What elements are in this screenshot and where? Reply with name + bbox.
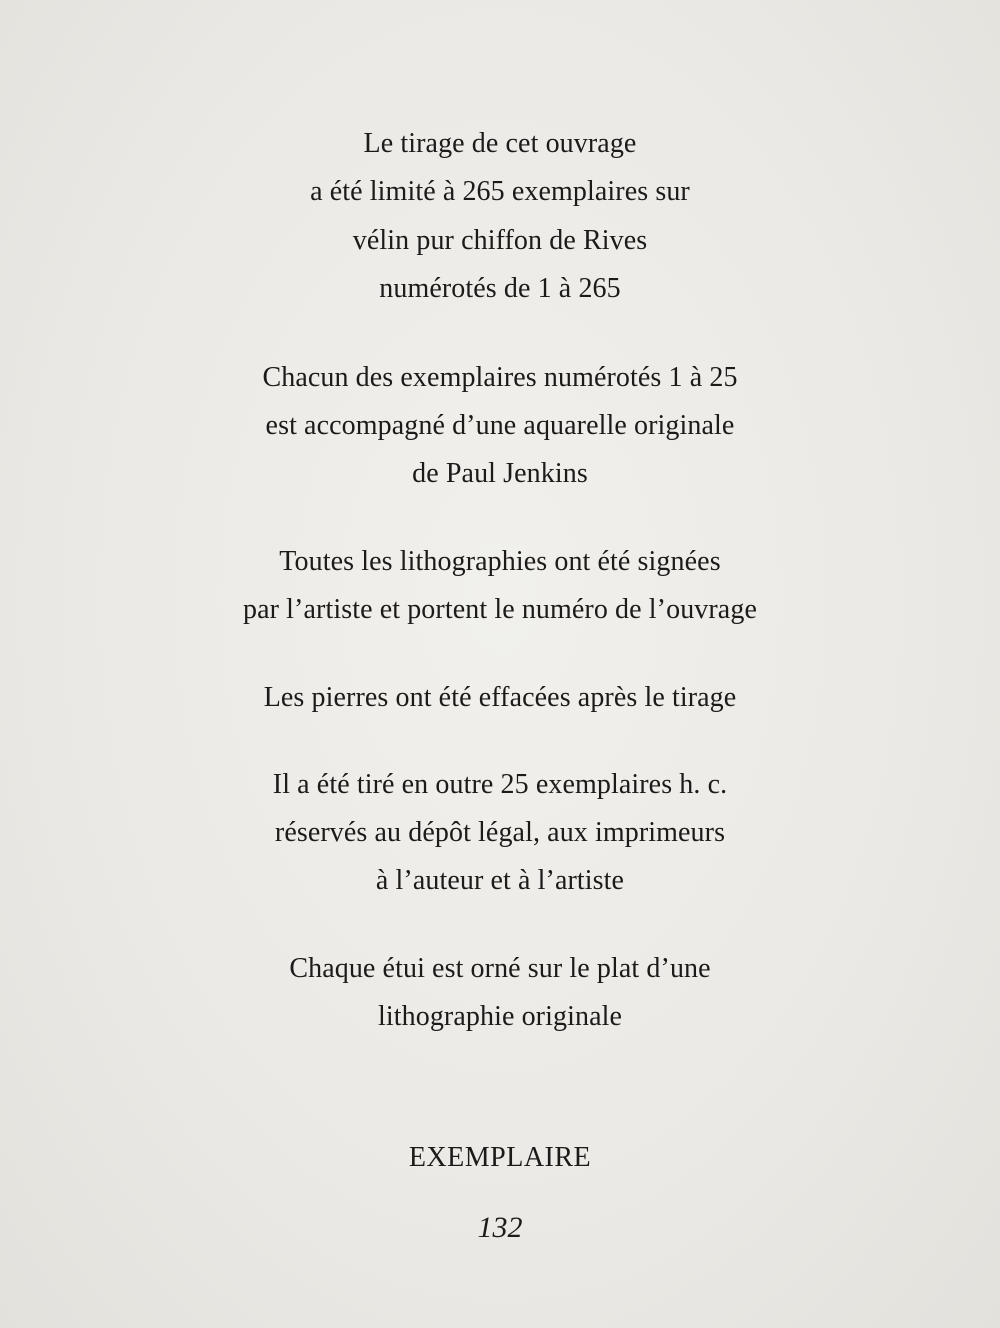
colophon-line: numérotés de 1 à 265 [379,273,621,304]
colophon-line: vélin pur chiffon de Rives [352,225,648,256]
colophon-line: est accompagné d’une aquarelle originale [265,410,735,441]
colophon-line: à l’auteur et à l’artiste [375,865,625,896]
colophon-line: par l’artiste et portent le numéro de l’ouvrage [243,594,757,625]
colophon-line: a été limité à 265 exemplaires sur [310,176,690,207]
colophon-line: Toutes les lithographies ont été signées [279,546,721,577]
colophon-line: réservés au dépôt légal, aux imprimeurs [274,817,726,848]
colophon-line: Chacun des exemplaires numérotés 1 à 25 [262,362,738,393]
colophon-line: de Paul Jenkins [412,458,588,489]
colophon-line: Le tirage de cet ouvrage [363,128,637,159]
colophon-line: Il a été tiré en outre 25 exemplaires h. c. [272,769,728,800]
colophon-line: lithographie originale [377,1001,622,1032]
exemplaire-number: 132 [477,1211,523,1244]
colophon-line: Chaque étui est orné sur le plat d’une [289,953,711,984]
colophon-line: Les pierres ont été effacées après le tirage [263,682,737,713]
exemplaire-label: EXEMPLAIRE [408,1142,592,1173]
